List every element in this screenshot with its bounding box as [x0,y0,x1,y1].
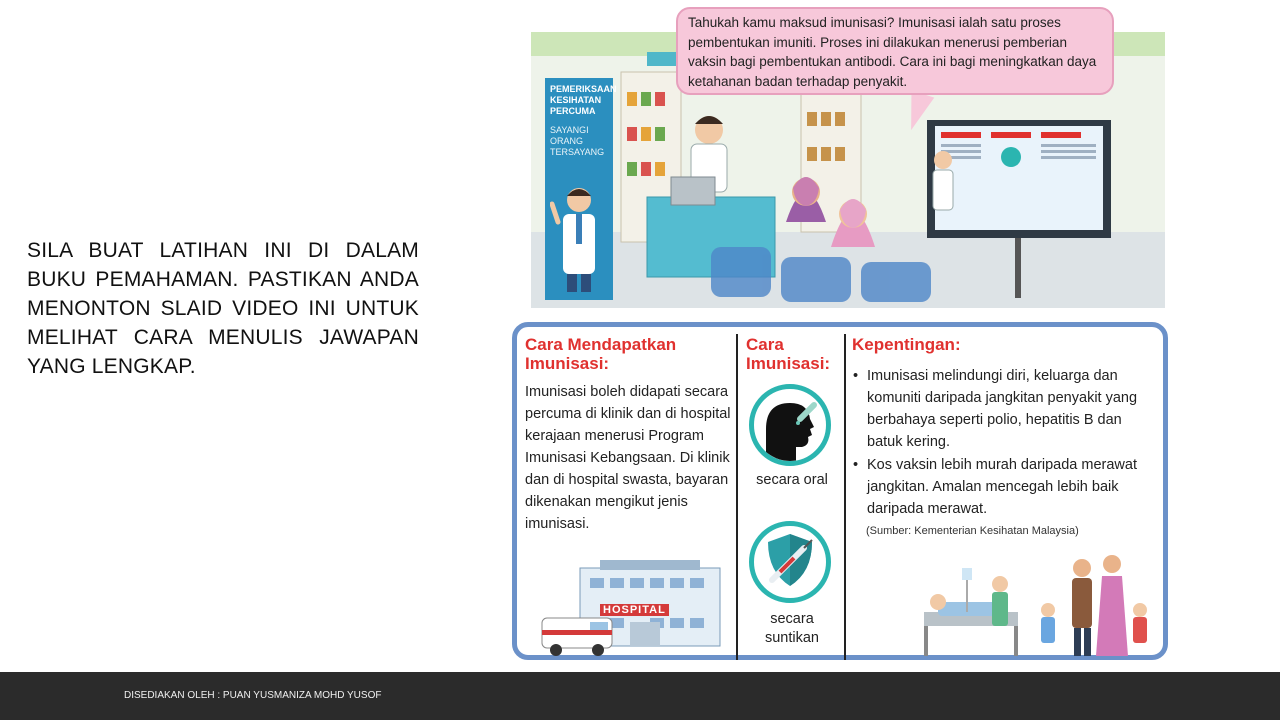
free-checkup-banner [545,78,617,300]
banner-subtitle: SAYANGI ORANG TERSAYANG [550,125,605,157]
doctor-figure-icon [550,182,608,292]
col1-text: Imunisasi boleh didapati secara percuma di klinik dan di hospital kerajaan menerusi Program Imunisasi Kebangsaan. Di klinik dan di hospital swasta, bayaran dikenakan mengikut jenis imunisasi. [525,384,731,532]
speech-bubble: Tahukah kamu maksud imunisasi? Imunisasi ialah satu proses pembentukan imuniti. Proses ini dilakukan menerusi pemberian vaksin bagi pembentukan antibodi. Cara ini bagi meningkatkan daya ketahanan badan terhadap penyakit. [676,7,1114,95]
family-patient-icon [918,550,1158,660]
oral-dropper-icon [754,389,826,461]
col3-heading: Kepentingan: [852,335,961,354]
footer-bar [0,672,1280,720]
hospital-sign: HOSPITAL [600,604,669,616]
injection-label: secara suntikan [764,611,819,646]
col1-heading: Cara Mendapatkan Imunisasi: [525,335,677,373]
injection-vaccine-icon [749,521,831,603]
col2-heading: Cara Imunisasi: [746,335,831,373]
instruction-text: SILA BUAT LATIHAN INI DI DALAM BUKU PEMAHAMAN. PASTIKAN ANDA MENONTON SLAID VIDEO INI UNTUK MELIHAT CARA MENULIS JAWAPAN YANG LENGKAP. [27,239,419,378]
column-divider [736,334,738,660]
banner-title: PEMERIKSAAN KESIHATAN PERCUMA [550,84,617,116]
importance-list [851,365,1157,521]
oral-label: secara oral [756,472,828,488]
shield-syringe-icon [754,526,826,598]
column-divider [844,334,846,660]
footer-credit: DISEDIAKAN OLEH : PUAN YUSMANIZA MOHD YUSOF [124,690,382,701]
importance-bullet-2: • Kos vaksin lebih murah daripada merawat jangkitan. Amalan mencegah lebih baik daripada merawat. [851,454,1157,520]
source-note: (Sumber: Kementerian Kesihatan Malaysia) [866,525,1079,537]
oral-vaccine-icon [749,384,831,466]
importance-bullet-1: • Imunisasi melindungi diri, keluarga dan komuniti daripada jangkitan penyakit yang berbahaya seperti polio, hepatitis B dan batuk kering. [851,365,1157,453]
